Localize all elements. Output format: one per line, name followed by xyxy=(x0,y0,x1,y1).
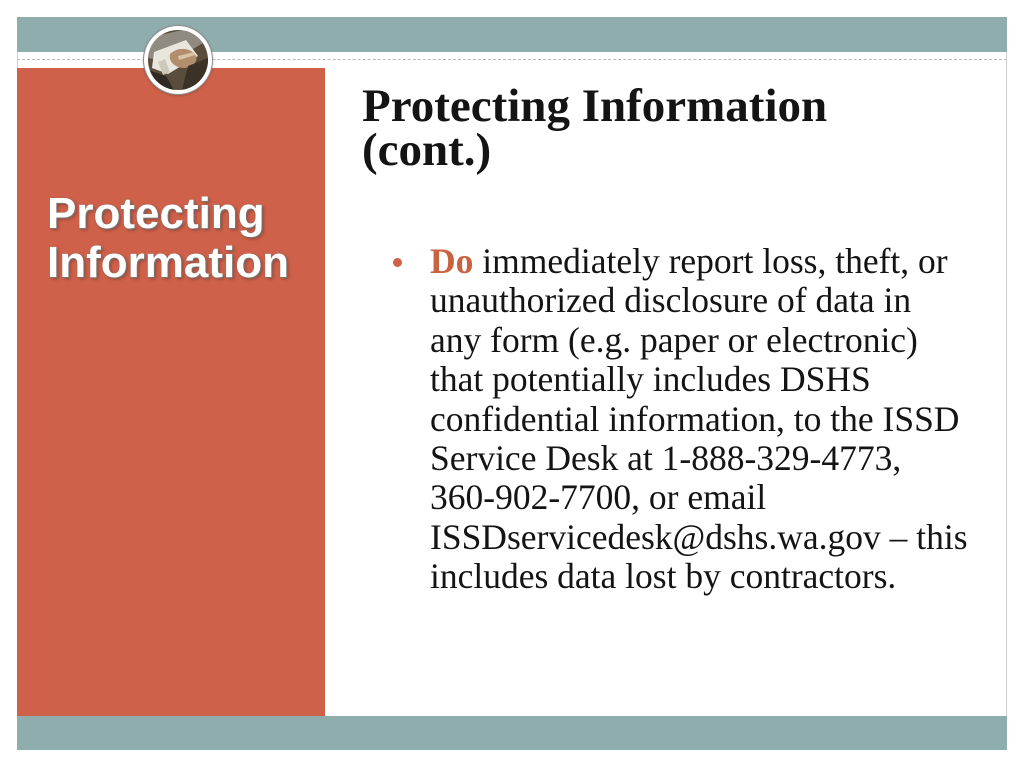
bullet-line: Service Desk at 1-888-329-4773, xyxy=(430,438,902,479)
bottom-band xyxy=(17,716,1007,750)
bullet-line: unauthorized disclosure of data in xyxy=(430,280,912,321)
bullet-item xyxy=(430,242,1000,597)
side-panel xyxy=(17,68,325,716)
bullet-line: includes data lost by contractors. xyxy=(430,556,897,597)
photo-badge xyxy=(144,26,212,94)
bullet-dot xyxy=(393,258,402,267)
bullet-list xyxy=(430,242,1000,597)
bullet-line: any form (e.g. paper or electronic) xyxy=(430,319,918,360)
photo-image xyxy=(148,30,208,90)
bullet-line: ISSDservicedesk@dshs.wa.gov – this xyxy=(430,516,968,557)
slide-title: Protecting Information (cont.) xyxy=(362,80,828,176)
photo-frame xyxy=(148,30,208,90)
bullet-line xyxy=(430,242,1000,281)
bullet-line: confidential information, to the ISSD xyxy=(430,398,960,439)
bullet-line-text: immediately report loss, theft, or xyxy=(482,241,948,281)
bullet-text xyxy=(430,242,1000,597)
section-title: Protecting Information xyxy=(47,189,289,287)
bullet-line: 360-902-7700, or email xyxy=(430,477,767,518)
bullet-lead: Do xyxy=(430,241,474,281)
bullet-line: that potentially includes DSHS xyxy=(430,359,871,400)
